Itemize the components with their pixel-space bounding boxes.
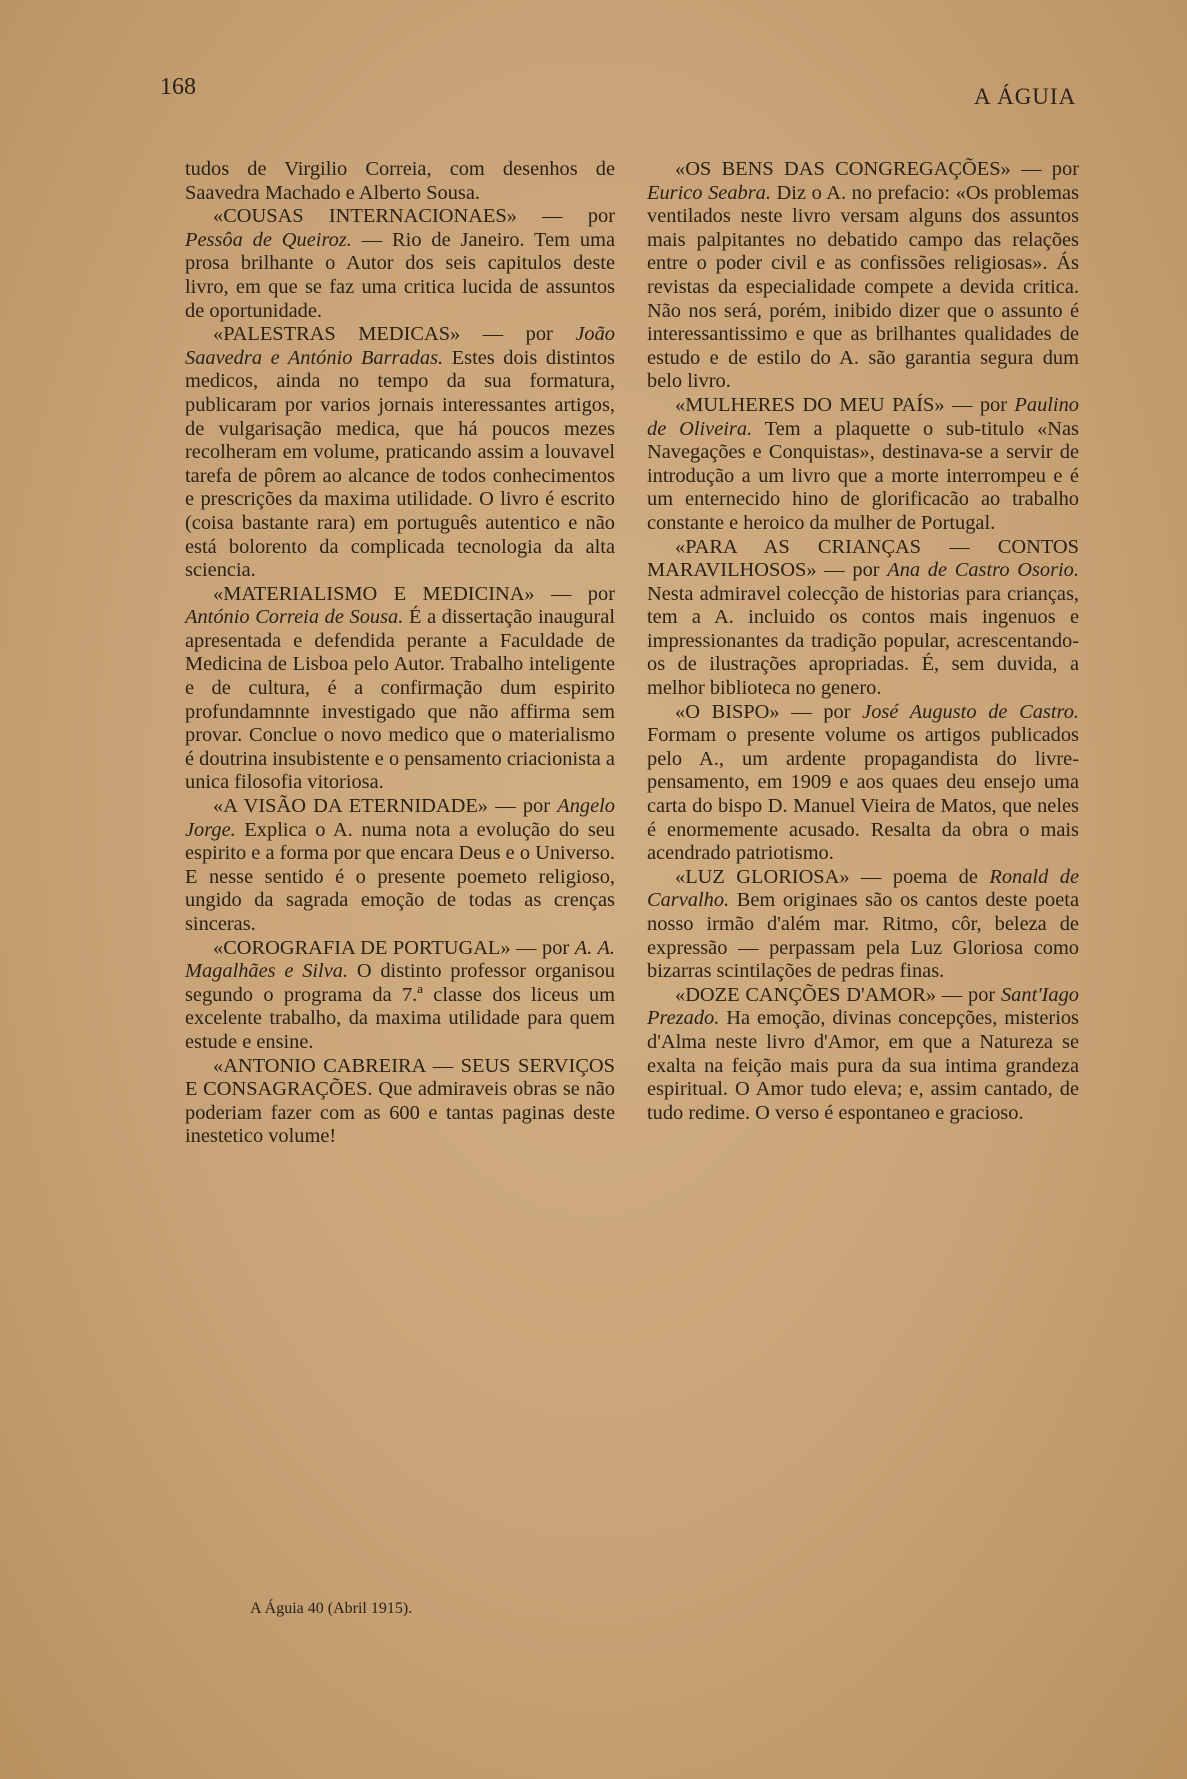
entry-title: «PARA AS CRIANÇAS — CONTOS MARAVILHOSOS» —	[647, 535, 1079, 582]
review-entry	[647, 701, 1079, 866]
entry-title: «DOZE CANÇÕES D'AMOR» —	[675, 983, 963, 1006]
review-entry	[647, 866, 1079, 984]
entry-text: Nesta admiravel colecção de historias para crianças, tem a A. incluido os contos mais ingenuos e impressionantes da tradição popular, acrescentando-os de ilustrações apropriadas. É, sem duvida, a melhor biblioteca no genero.	[647, 582, 1079, 700]
entry-title: «COUSAS INTERNACIONAES» —	[213, 205, 563, 228]
left-column	[185, 158, 615, 1149]
review-entry	[185, 937, 615, 1055]
right-column	[647, 158, 1079, 1125]
entry-author-prefix: por	[1051, 158, 1079, 180]
entry-text: É a dissertação inaugural apresentada e defendida perante a Faculdade de Medicina de Lisboa pelo Autor. Trabalho inteligente e de cultura, é a confirmação dum espirito profundamnnte investigado que não affirma sem provar. Conclue o novo medico que o materialismo é doutrina insubistente e o pensamento criacionista a unica filosofia vitoriosa.	[185, 606, 615, 794]
entry-author-prefix: por	[587, 205, 615, 228]
entry-author: Angelo Jorge.	[185, 795, 615, 841]
entry-title: «O BISPO» —	[675, 700, 812, 723]
entry-author-prefix: poema de	[892, 865, 978, 888]
page-number: 168	[160, 74, 196, 100]
entry-text: Diz o A. no prefacio: «Os problemas ventilados neste livro versam alguns dos assuntos mais palpitantes no debatido campo das relações entre o poder civil e as confissões religiosas». Ás revistas da especialidade compete a devida critica. Não nos será, porém, inibido dizer que o assunto é interessantissimo e que as brilhantes qualidades de estudo e de estilo do A. são garantia segura dum belo livro.	[647, 181, 1079, 393]
entry-author: Eurico Seabra.	[647, 181, 771, 204]
entry-text: tudos de Virgilio Correia, com desenhos de Saavedra Machado e Alberto Sousa.	[185, 158, 615, 204]
entry-author-prefix: por	[823, 700, 851, 723]
review-entry	[185, 583, 615, 795]
entry-text: Formam o presente volume os artigos publicados pelo A., um ardente propagandista do livre-pensamento, em 1909 e aos quaes deu ensejo uma carta do bispo D. Manuel Vieira de Matos, que neles é enormemente acusado. Resalta da obra o mais acendrado patriotismo.	[647, 724, 1079, 865]
review-entry	[647, 984, 1079, 1126]
entry-title: «OS BENS DAS CONGREGAÇÕES» —	[675, 158, 1042, 180]
entry-title: «COROGRAFIA DE PORTUGAL» —	[213, 936, 537, 959]
entry-author-prefix: por	[522, 795, 551, 818]
entry-text: Explica o A. numa nota a evolução do seu espirito e a forma por que encara Deus e o Universo. E nesse sentido é o presente poemeto religioso, ungido da sagrada emoção de todas as crenças sinceras.	[185, 818, 615, 935]
review-entry	[647, 158, 1079, 394]
entry-author: José Augusto de Castro.	[862, 700, 1079, 723]
entry-text: Bem originaes são os cantos deste poeta nosso irmão d'além mar. Ritmo, côr, beleza de expressão — perpassam pela Luz Gloriosa como bizarras scintilações de pedras finas.	[647, 889, 1079, 983]
entry-text: Que admiraveis obras se não poderiam fazer com as 600 e tantas paginas deste inestetico volume!	[185, 1078, 615, 1148]
entry-author-prefix: por	[525, 323, 553, 346]
entry-author-prefix: por	[542, 936, 570, 959]
entry-title: «MULHERES DO MEU PAÍS» —	[675, 393, 973, 416]
entry-author: Ana de Castro Osorio.	[887, 559, 1079, 582]
entry-title: «LUZ GLORIOSA» —	[675, 865, 882, 888]
entry-author-prefix: por	[968, 983, 996, 1006]
review-entry	[647, 536, 1079, 701]
entry-title: «ANTONIO CABREIRA — SEUS SERVIÇOS E CONSAGRAÇÕES.	[185, 1054, 615, 1101]
entry-author: António Correia de Sousa.	[185, 606, 404, 629]
entry-author: Sant'Iago Prezado.	[647, 983, 1079, 1030]
entry-title: «PALESTRAS MEDICAS» —	[213, 323, 504, 346]
entry-text: Tem a plaquette o sub-titulo «Nas Navegações e Conquistas», destinava-se a servir de introdução a um livro que a morte interrompeu e é um enternecido hino de glorificacão ao trabalho constante e heroico da mulher de Portugal.	[647, 417, 1079, 534]
entry-author-prefix: por	[979, 393, 1007, 416]
review-entry	[185, 158, 615, 205]
entry-title: «A VISÃO DA ETERNIDADE» —	[213, 795, 516, 818]
entry-author: Ronald de Carvalho.	[647, 865, 1079, 912]
entry-text: Estes dois distintos medicos, ainda no tempo da sua formatura, publicaram por varios jornais interessantes artigos, de vulgarisação medica, que há poucos mezes recolheram em volume, praticando assim a louvavel tarefa de pôrem ao alcance de todos conhecimentos e prescrições da maxima utilidade. O livro é escrito (coisa bastante rara) em português autentico e não está bolorento da complicada tecnologia da alta sciencia.	[185, 346, 615, 582]
review-entry	[185, 323, 615, 583]
entry-text: — Rio de Janeiro. Tem uma prosa brilhante o Autor dos seis capitulos deste livro, em que se faz uma critica lucida de assuntos de oportunidade.	[185, 228, 615, 322]
entry-author: Pessôa de Queiroz.	[185, 228, 352, 251]
review-entry	[185, 205, 615, 323]
page-footer-signature: A Águia 40 (Abril 1915).	[250, 1600, 413, 1617]
entry-author: João Saavedra e António Barradas.	[185, 323, 615, 369]
entry-text: O distinto professor organisou segundo o programa da 7.ª classe dos liceus um excelente trabalho, da maxima utilidade para quem estude e ensine.	[185, 960, 615, 1053]
entry-text: Ha emoção, divinas concepções, misterios d'Alma neste livro d'Amor, em que a Natureza se exalta na feição mais pura da sua intima grandeza espiritual. O Amor tudo eleva; e, assim cantado, de tudo redime. O verso é espontaneo e gracioso.	[647, 1007, 1079, 1124]
entry-author-prefix: por	[852, 559, 880, 582]
review-entry	[185, 1055, 615, 1149]
entry-author-prefix: por	[587, 582, 615, 605]
review-entry	[647, 394, 1079, 536]
running-title: A ÁGUIA	[974, 84, 1077, 109]
review-entry	[185, 795, 615, 937]
entry-title: «MATERIALISMO E MEDICINA» —	[213, 582, 572, 605]
entry-author: Paulino de Oliveira.	[647, 393, 1079, 440]
entry-author: A. A. Magalhães e Silva.	[185, 936, 615, 983]
